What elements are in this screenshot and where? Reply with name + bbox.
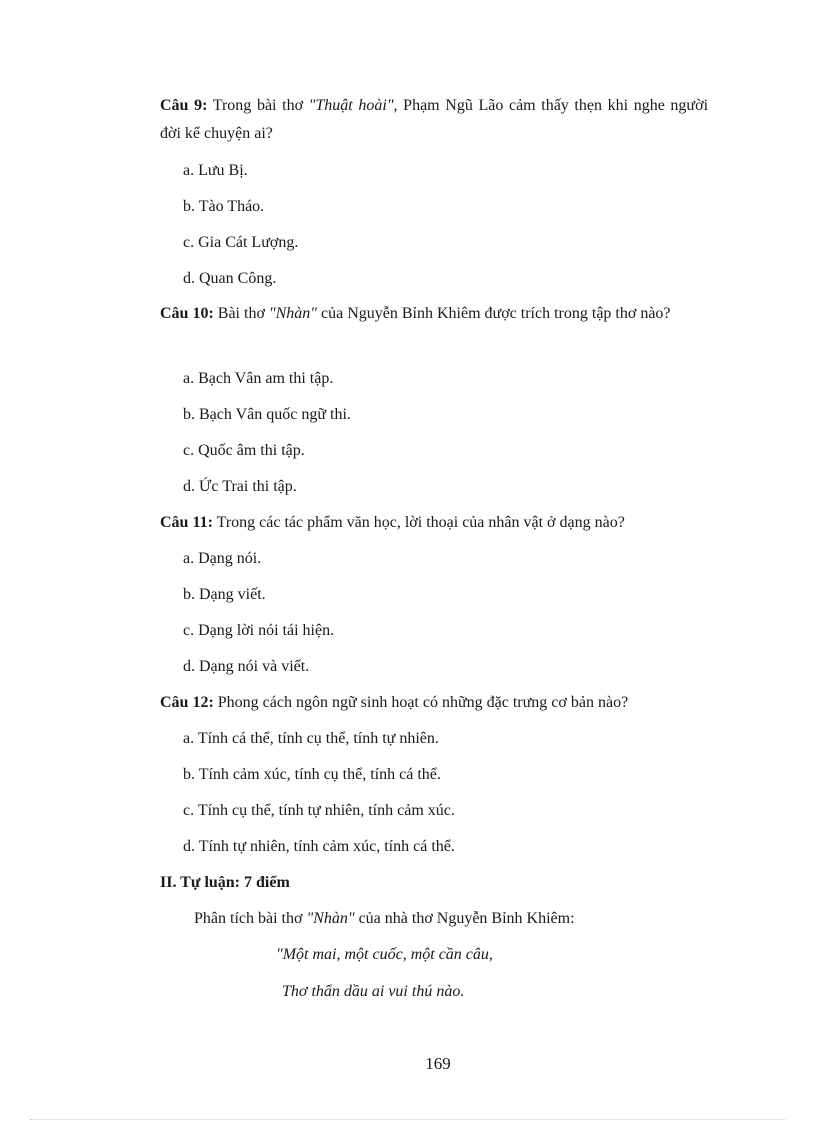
question-10-text-before: Bài thơ	[213, 305, 269, 322]
page-number: 169	[425, 1054, 451, 1073]
poem-line-1: "Một mai, một cuốc, một cần câu,	[276, 946, 493, 963]
essay-prompt	[194, 909, 575, 929]
question-9-option-b: b. Tào Tháo.	[183, 198, 265, 215]
question-12-option-b: b. Tính cảm xúc, tính cụ thể, tính cá thể.	[183, 766, 441, 783]
question-12-option-d: d. Tính tự nhiên, tính cảm xúc, tính cá thể.	[183, 838, 455, 855]
question-10-option-a: a. Bạch Vân am thi tập.	[183, 370, 334, 387]
question-11-text: Trong các tác phẩm văn học, lời thoại của nhân vật ở dạng nào?	[212, 514, 625, 531]
question-10-option-c: c. Quốc âm thi tập.	[183, 442, 305, 459]
essay-poem-title: "Nhàn"	[306, 910, 355, 927]
question-10-text-after: của Nguyễn Bỉnh Khiêm được trích trong tập thơ nào?	[317, 305, 671, 322]
essay-prompt-before: Phân tích bài thơ	[194, 910, 307, 927]
essay-prompt-after: của nhà thơ Nguyễn Bỉnh Khiêm:	[354, 910, 575, 927]
page-bottom-divider	[30, 1119, 786, 1120]
question-12-option-a: a. Tính cá thể, tính cụ thể, tính tự nhiên.	[183, 730, 439, 747]
question-9-text-before: Trong bài thơ	[207, 97, 309, 114]
poem-line-2: Thơ thẩn dầu ai vui thú nào.	[282, 983, 465, 1000]
question-12-text: Phong cách ngôn ngữ sinh hoạt có những đặc trưng cơ bản nào?	[213, 694, 629, 711]
question-10-option-d: d. Ức Trai thi tập.	[183, 478, 297, 495]
question-9-option-a: a. Lưu Bị.	[183, 162, 248, 179]
question-10-option-b: b. Bạch Vân quốc ngữ thi.	[183, 406, 351, 423]
question-11-option-c: c. Dạng lời nói tái hiện.	[183, 622, 335, 639]
question-12-option-c: c. Tính cụ thể, tính tự nhiên, tính cảm xúc.	[183, 802, 455, 819]
question-9-label: Câu 9:	[160, 97, 208, 114]
question-11	[160, 513, 625, 533]
question-11-option-a: a. Dạng nói.	[183, 550, 262, 567]
question-9-text-after: , Phạm Ngũ Lão cảm thấy thẹn khi nghe người đời kể chuyện ai?	[160, 97, 709, 142]
question-10-label: Câu 10:	[160, 305, 214, 322]
question-12	[160, 693, 628, 713]
question-9-option-c: c. Gia Cát Lượng.	[183, 234, 299, 251]
question-9-option-d: d. Quan Công.	[183, 270, 277, 287]
essay-heading: II. Tự luận: 7 điểm	[160, 874, 290, 891]
question-12-label: Câu 12:	[160, 694, 214, 711]
question-11-label: Câu 11:	[160, 514, 213, 531]
question-9-poem-title: "Thuật hoài"	[308, 97, 394, 114]
question-10-poem-title: "Nhàn"	[268, 305, 318, 322]
question-9	[160, 92, 708, 148]
question-11-option-b: b. Dạng viết.	[183, 586, 266, 603]
question-11-option-d: d. Dạng nói và viết.	[183, 658, 310, 675]
question-10	[160, 300, 708, 328]
